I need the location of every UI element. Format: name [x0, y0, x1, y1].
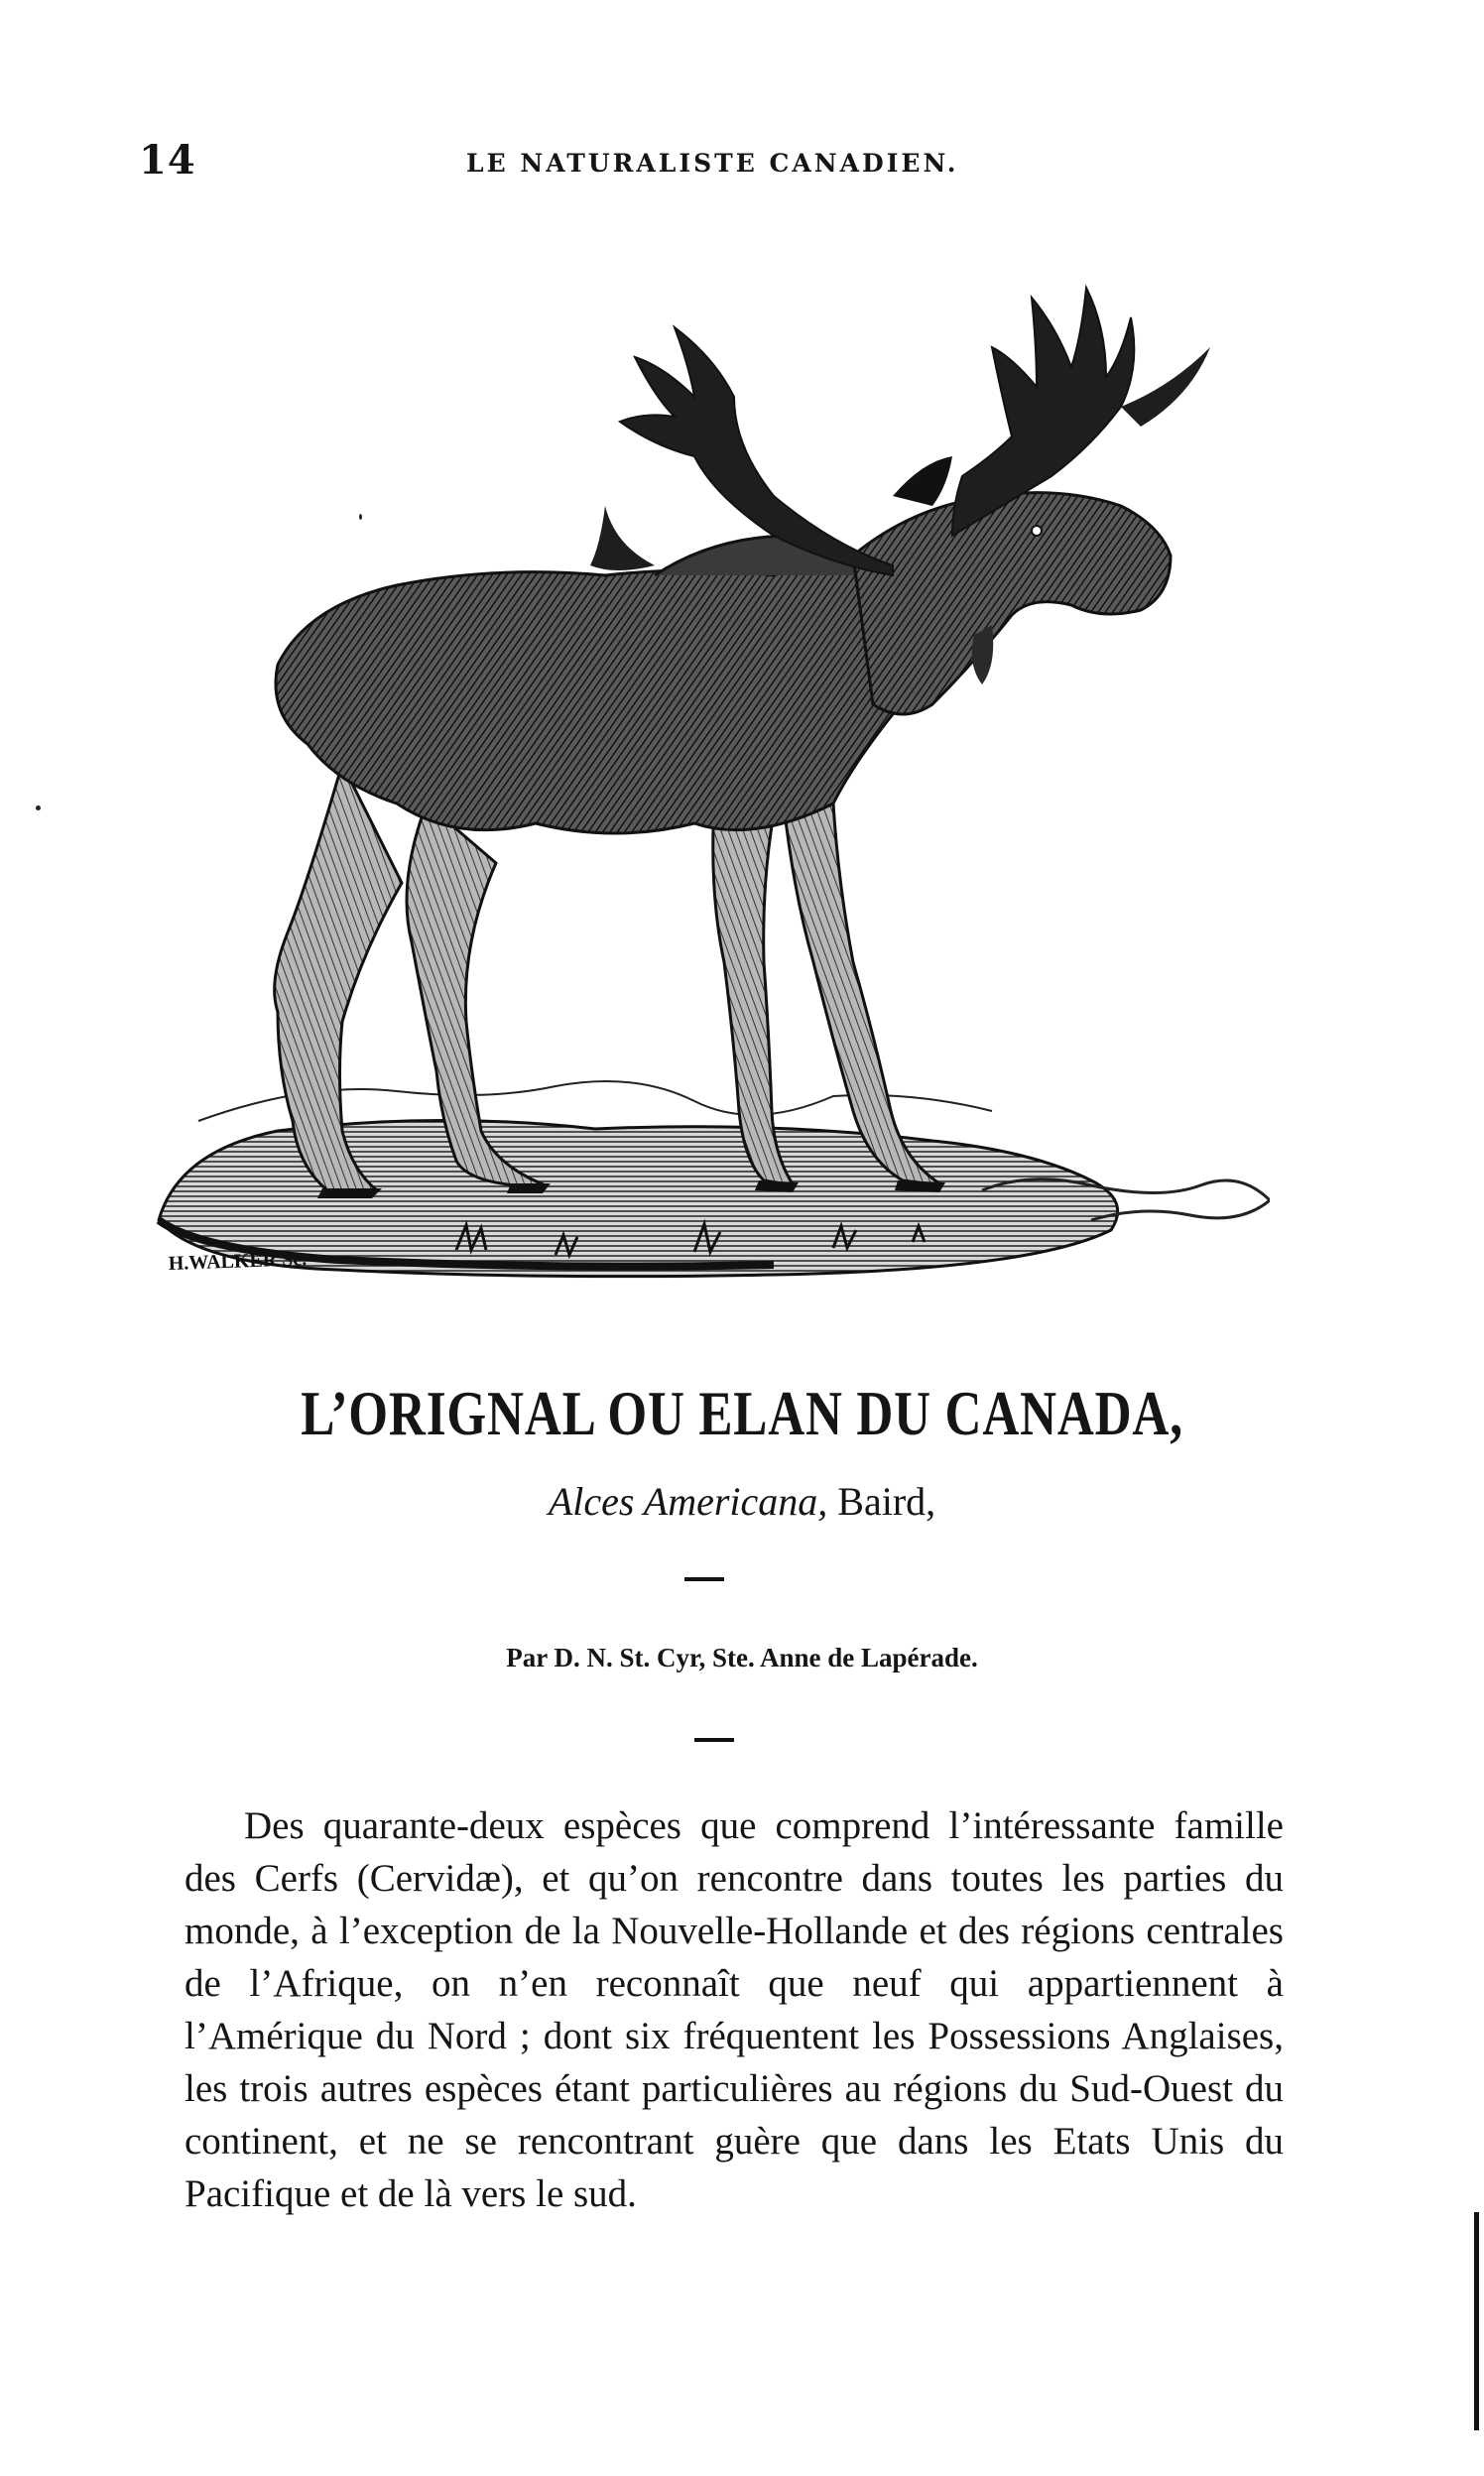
latin-name: Alces Americana,: [548, 1479, 828, 1524]
article-title: L’ORIGNAL OU ELAN DU CANADA,: [301, 1378, 1183, 1448]
moose-illustration: [139, 248, 1270, 1319]
page-number: 14: [139, 137, 196, 184]
author-byline: Par D. N. St. Cyr, Ste. Anne de Lapérade.: [506, 1643, 978, 1672]
article-body: [185, 1799, 1284, 2220]
taxonomic-authority: Baird,: [827, 1479, 936, 1524]
species-subtitle: [0, 1478, 1484, 1525]
body-paragraph: Des quarante-deux espèces que comprend l’intéressante famille des Cerfs (Cervidæ), et qu’on rencontre dans toutes les parties du monde, à l’exception de la Nouvelle-Hollande et des régions centrales de l’Afrique, on n’en reconnaît que neuf qui appartiennent à l’Amérique du Nord ; dont six fréquentent les Possessions Anglaises, les trois autres espèces étant particulières au régions du Sud-Ouest du continent, et ne se rencontrant guère que dans les Etats Unis du Pacifique et de là vers le sud.: [185, 1804, 1284, 2215]
running-title: LE NATURALISTE CANADIEN.: [466, 149, 959, 178]
scan-speck: [359, 514, 362, 520]
scan-edge-mark: [1474, 2212, 1479, 2430]
section-rule: [684, 1577, 724, 1581]
scan-speck: [36, 805, 41, 810]
section-rule: [694, 1738, 734, 1742]
engraver-signature: H.WALKER Sc.: [168, 1248, 308, 1275]
